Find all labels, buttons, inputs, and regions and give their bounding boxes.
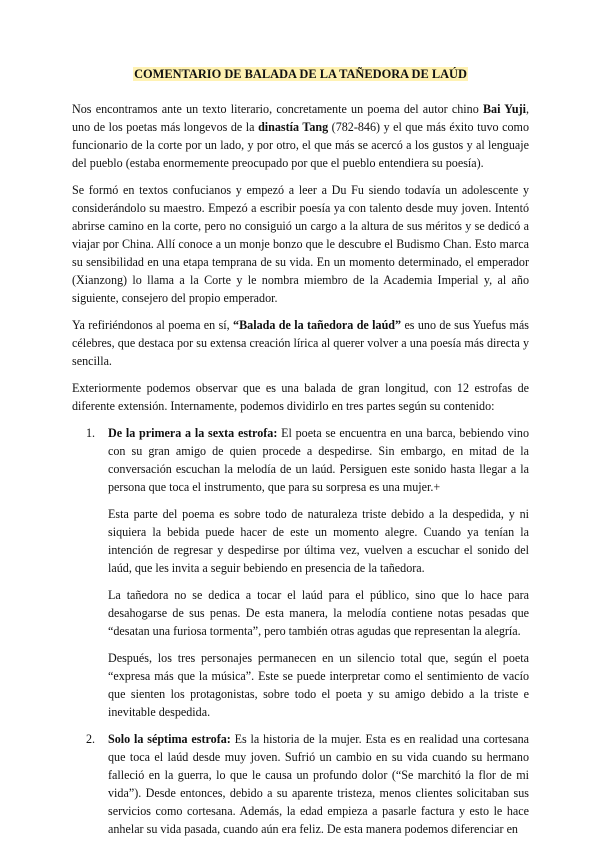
list-item [72,730,529,838]
list-item-heading: De la primera a la sexta estrofa: [108,426,278,440]
dynasty-name: dinastía Tang [258,120,329,134]
intro-paragraph-2: Se formó en textos confucianos y empezó a leer a Du Fu siendo todavía un adolescente y considerándolo su maestro. Empezó a escribir poesía ya con talento desde muy joven. Intentó abrirse camino en la corte, pero no consiguió un cargo a la altura de sus méritos y se dedicó a viajar por China. Allí conoce a un monje bonzo que le descubre el Budismo Chan. Esto marca su sensibilidad en una etapa temprana de su vida. En un momento determinado, el emperador (Xianzong) lo llama a la Corte y le nombra miembro de la Academia Imperial y, al año siguiente, consejero del propio emperador. [72,183,529,305]
list-item-heading: Solo la séptima estrofa: [108,732,231,746]
list-item [72,424,529,721]
parts-list [72,424,529,838]
list-item-paragraph: Después, los tres personajes permanecen en un silencio total que, según el poeta “expresa más que la música”. Este se puede interpretar como el sentimiento de vacío que sienten los protagonistas, sobre todo el poeta y su amigo debido a la triste e inevitable despedida. [108,651,529,719]
title-highlight: COMENTARIO DE BALADA DE LA TAÑEDORA DE LAÚD [134,67,467,81]
intro-text: Ya refiriéndonos al poema en sí, [72,318,234,332]
intro-paragraph-4: Exteriormente podemos observar que es una balada de gran longitud, con 12 estrofas de diferente extensión. Internamente, podemos dividirlo en tres partes según su contenido: [72,381,529,413]
list-number: 2. [86,732,96,746]
intro-paragraph-1 [72,100,529,172]
list-item-text [108,424,529,496]
author-name: Bai Yuji [482,102,526,116]
list-item-paragraph: Esta parte del poema es sobre todo de naturaleza triste debido a la despedida, y ni siquiera la bebida puede hacer de este un momento alegre. Cuando ya tenían la intención de regresar y despedirse por última vez, vuelven a escuchar el sonido del laúd, que les invita a seguir bebiendo en presencia de la tañedora. [108,507,529,575]
list-item-body: Es la historia de la mujer. Esta es en realidad una cortesana que toca el laúd desde muy joven. Sufrió un cambio en su vida cuando su hermano falleció en la guerra, lo que le causa un profundo dolor (“Se marchitó la flor de mi vida”). Desde entonces, debido a su aparente tristeza, menos clientes solicitaban sus servicios como cortesana. Además, la edad empieza a pasarle factura y esto le hace anhelar su vida pasada, cuando aún era feliz. De esta manera podemos diferenciar en [108,732,529,836]
list-item-text [108,730,529,838]
list-number: 1. [86,426,96,440]
intro-paragraph-3 [72,316,529,370]
document-title [72,66,529,82]
intro-text: es uno de sus Yuefus más célebres, que destaca por su extensa creación lírica al querer volver a una poesía más directa y sencilla. [72,318,529,368]
intro-text: , uno de los poetas más longevos de la [72,102,529,134]
intro-text: Nos encontramos ante un texto literario, concretamente un poema del autor chino [72,102,483,116]
list-item-paragraph: La tañedora no se dedica a tocar el laúd para el público, sino que lo hace para desahogarse de sus penas. De esta manera, la melodía contiene notas pesadas que “desatan una furiosa tormenta”, pero también otras agudas que representan la alegría. [108,588,529,638]
intro-text: (782-846) y el que más éxito tuvo como funcionario de la corte por un lado, y por otro, el que más se acercó a los gustos y al lenguaje del pueblo (estaba enormemente preocupado por que el pueblo entendiera su poesía). [72,120,529,170]
list-item-body: El poeta se encuentra en una barca, bebiendo vino con su gran amigo de quien procede a despedirse. Sin embargo, en mitad de la conversación escuchan la melodía de un laúd. Persiguen este sonido hasta llegar a la persona que toca el instrumento, que para su sorpresa es una mujer.+ [108,426,529,494]
poem-title: “Balada de la tañedora de laúd” [233,318,402,332]
